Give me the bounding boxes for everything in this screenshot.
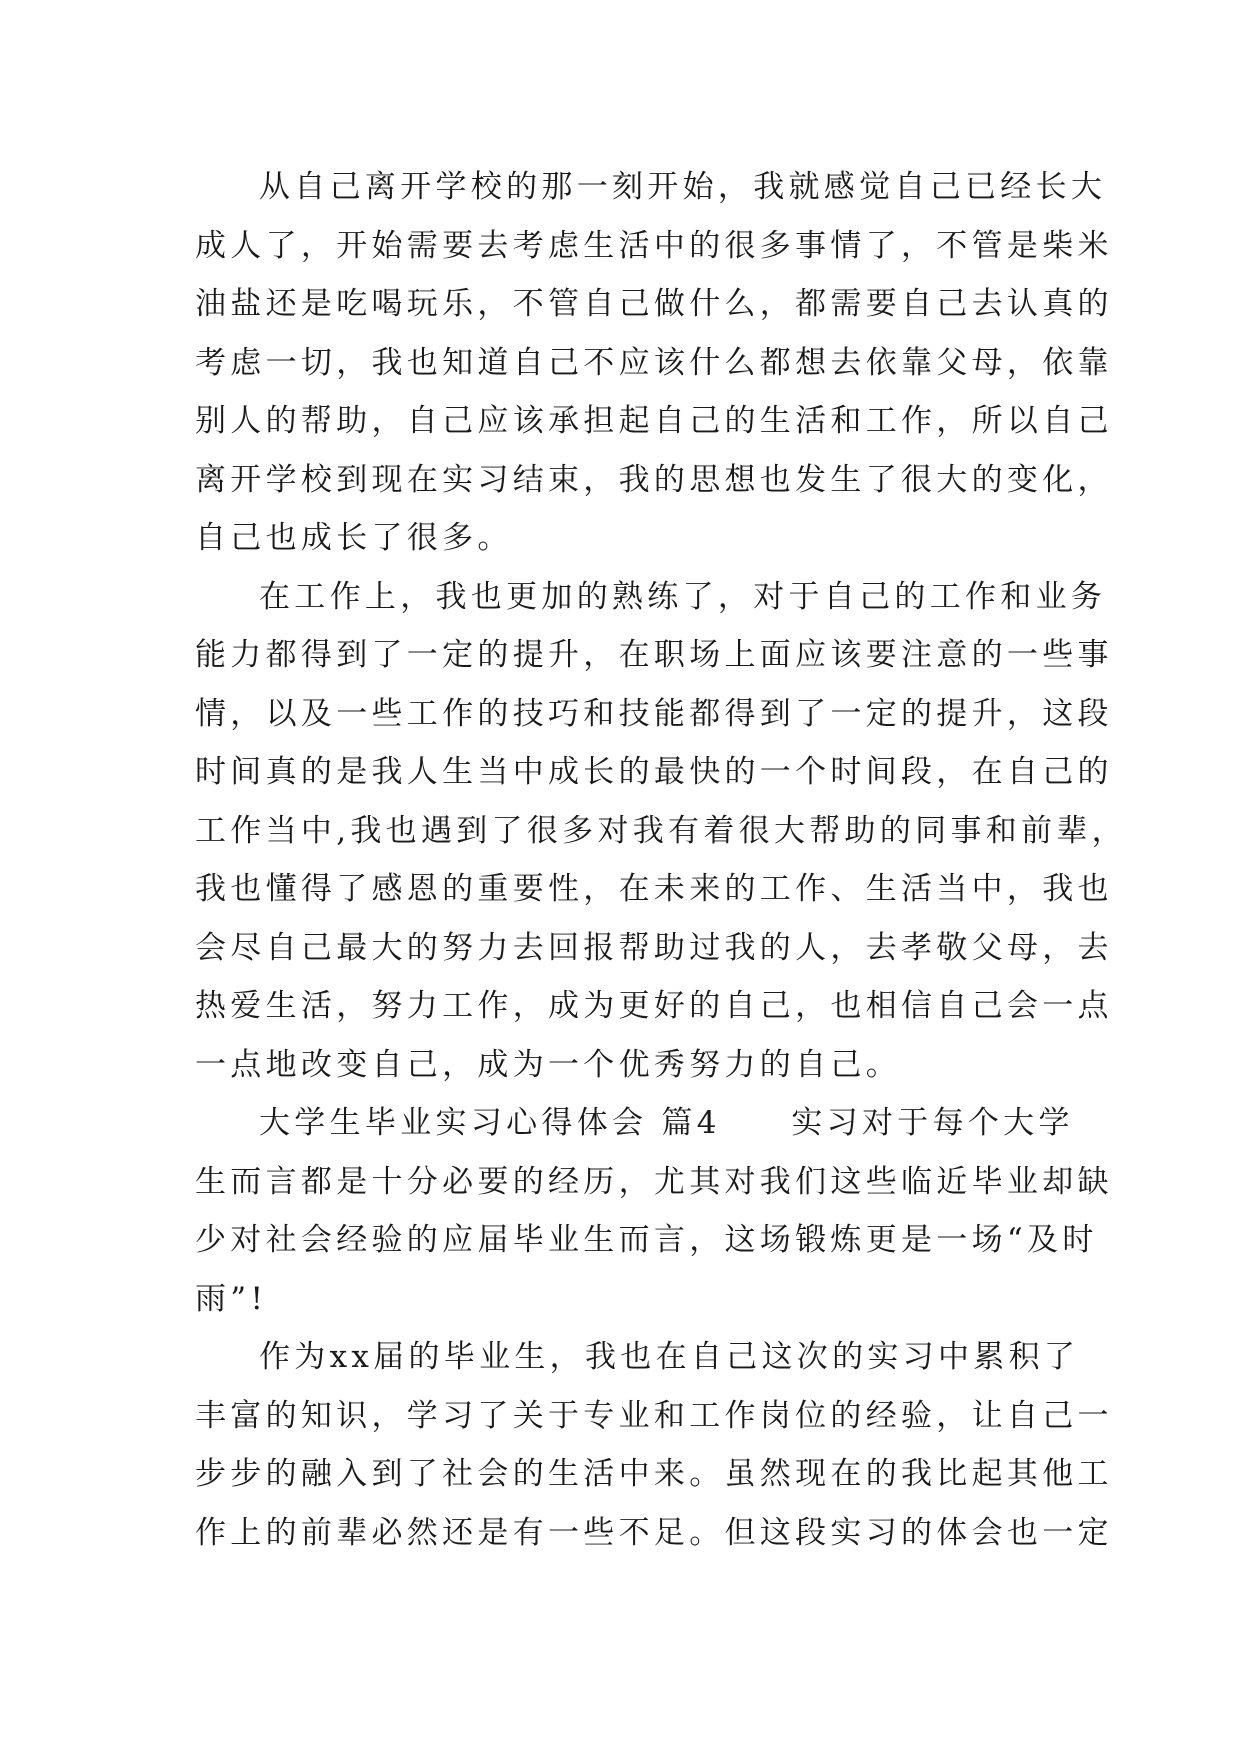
text-line: 生而言都是十分必要的经历，尤其对我们这些临近毕业却缺 xyxy=(195,1163,1113,1200)
text-line: 考虑一切，我也知道自己不应该什么都想去依靠父母，依靠 xyxy=(195,344,1113,381)
text-line: 丰富的知识，学习了关于专业和工作岗位的经验，让自己一 xyxy=(195,1397,1113,1434)
text-line: 别人的帮助，自己应该承担起自己的生活和工作，所以自己 xyxy=(195,403,1113,439)
text-line: 步步的融入到了社会的生活中来。虽然现在的我比起其他工 xyxy=(195,1456,1113,1492)
text-line: 作为xx届的毕业生，我也在自己这次的实习中累积了 xyxy=(259,1339,1080,1375)
text-line: 在工作上，我也更加的熟练了，对于自己的工作和业务 xyxy=(259,578,1107,615)
text-line: 离开学校到现在实习结束，我的思想也发生了很大的变化， xyxy=(195,461,1113,498)
text-line: 工作当中,我也遇到了很多对我有着很大帮助的同事和前辈， xyxy=(195,812,1127,849)
section-heading-line: 大学生毕业实习心得体会 篇4 实习对于每个大学 xyxy=(259,1105,1074,1141)
text-line: 能力都得到了一定的提升，在职场上面应该要注意的一些事 xyxy=(195,637,1113,673)
body-text xyxy=(195,158,1127,1562)
paragraph-2 xyxy=(195,568,1127,1095)
text-line: 从自己离开学校的那一刻开始，我就感觉自己已经长大 xyxy=(259,169,1107,205)
text-line: 成人了，开始需要去考虑生活中的很多事情了，不管是柴米 xyxy=(195,227,1113,264)
text-line: 一点地改变自己，成为一个优秀努力的自己。 xyxy=(195,1046,901,1083)
text-line: 热爱生活，努力工作，成为更好的自己，也相信自己会一点 xyxy=(195,988,1113,1024)
text-line: 自己也成长了很多。 xyxy=(195,520,513,556)
text-line: 会尽自己最大的努力去回报帮助过我的人，去孝敬父母，去 xyxy=(195,929,1113,966)
paragraph-4 xyxy=(195,1328,1113,1562)
text-line: 雨”! xyxy=(195,1280,268,1317)
text-line: 我也懂得了感恩的重要性，在未来的工作、生活当中，我也 xyxy=(195,871,1113,907)
text-line: 情，以及一些工作的技巧和技能都得到了一定的提升，这段 xyxy=(195,695,1113,732)
text-line: 油盐还是吃喝玩乐，不管自己做什么，都需要自己去认真的 xyxy=(195,286,1113,322)
text-line: 时间真的是我人生当中成长的最快的一个时间段，在自己的 xyxy=(195,754,1113,790)
text-line: 少对社会经验的应届毕业生而言，这场锻炼更是一场“及时 xyxy=(195,1222,1098,1258)
paragraph-1 xyxy=(195,158,1113,568)
text-line: 作上的前辈必然还是有一些不足。但这段实习的体会也一定 xyxy=(195,1514,1113,1551)
paragraph-3 xyxy=(195,1094,1113,1328)
